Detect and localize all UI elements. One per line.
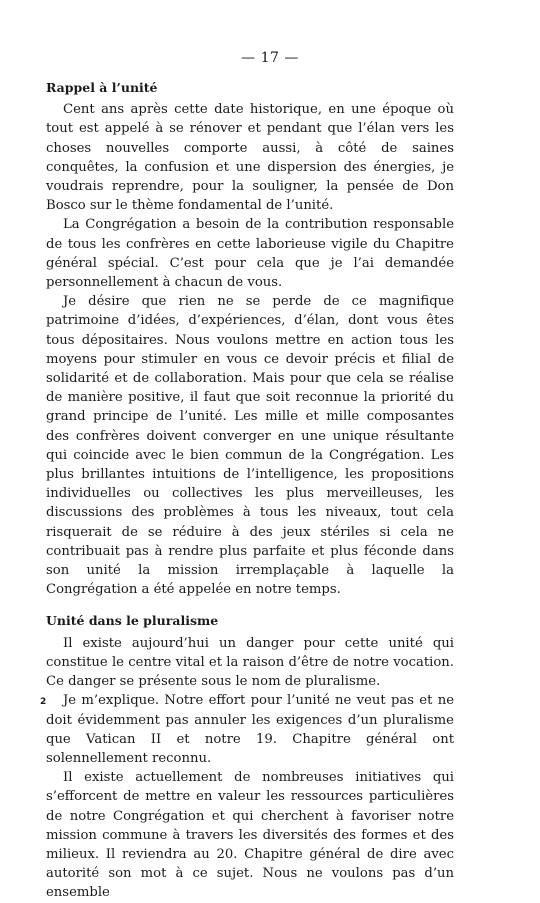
page-number: — 17 — (241, 50, 299, 66)
paragraph: Je m’explique. Notre effort pour l’unité ne veut pas et ne doit évidemment pas annuler les exigences d’un pluralisme que Vatican II et notre 19. Chapitre général ont solennellement reconnu. (46, 693, 454, 766)
paragraph: La Congrégation a besoin de la contribution responsable de tous les confrères en cette laborieuse vigile du Chapitre général spécial. C’est pour cela que je l’ai demandée personnellement à chacun de vous. (46, 217, 454, 291)
paragraph: Cent ans après cette date historique, en une époque où tout est appelé à se rénover et pendant que l’élan vers les choses nouvelles comporte aussi, à côté de saines conquêtes, la confusion et une dispersion des énergies, je voudrais reprendre, pour la souligner, la pensée de Don Bosco sur le thème fondamental de l’unité. (46, 102, 454, 214)
paragraph: Il existe aujourd’hui un danger pour cette unité qui constitue le centre vital et la raison d’être de notre vocation. Ce danger se présente sous le nom de pluralisme. (46, 635, 454, 690)
section-heading-rappel: Rappel à l’unité (46, 80, 158, 95)
signature-mark: 2 (40, 697, 47, 707)
section-heading-pluralisme: Unité dans le pluralisme (46, 613, 219, 629)
page-body (46, 78, 454, 903)
paragraph: Je désire que rien ne se perde de ce magnifique patrimoine d’idées, d’expériences, d’élan, dont vous êtes tous dépositaires. Nous voulons mettre en action tous les moyens pour stimuler en vous ce devoir précis et filial de solidarité et de collaboration. Mais pour que cela se réalise de manière positive, il faut que soit reconnue la priorité du grand principe de l’unité. Les mille et mille composantes des confrères doivent converger en une unique résultante qui coincide avec le bien commun de la Congrégation. Les plus brillantes intuitions de l’intelligence, les propositions individuelles ou collectives les plus merveilleuses, les discussions des problèmes à tous les niveaux, tout cela risquerait de se réduire à des jeux stériles si cela ne contribuait pas à rendre plus parfaite et plus féconde dans son unité la mission irremplaçable à laquelle la Congrégation a été appelée en notre temps. (46, 294, 454, 598)
paragraph: Il existe actuellement de nombreuses initiatives qui s’efforcent de mettre en valeur les ressources particulières de notre Congrégation et qui cherchent à favoriser notre mission commune à travers les diversités des formes et des milieux. Il reviendra au 20. Chapitre général de dire avec autorité son mot à ce sujet. Nous ne voulons pas d’un ensemble (46, 770, 454, 901)
